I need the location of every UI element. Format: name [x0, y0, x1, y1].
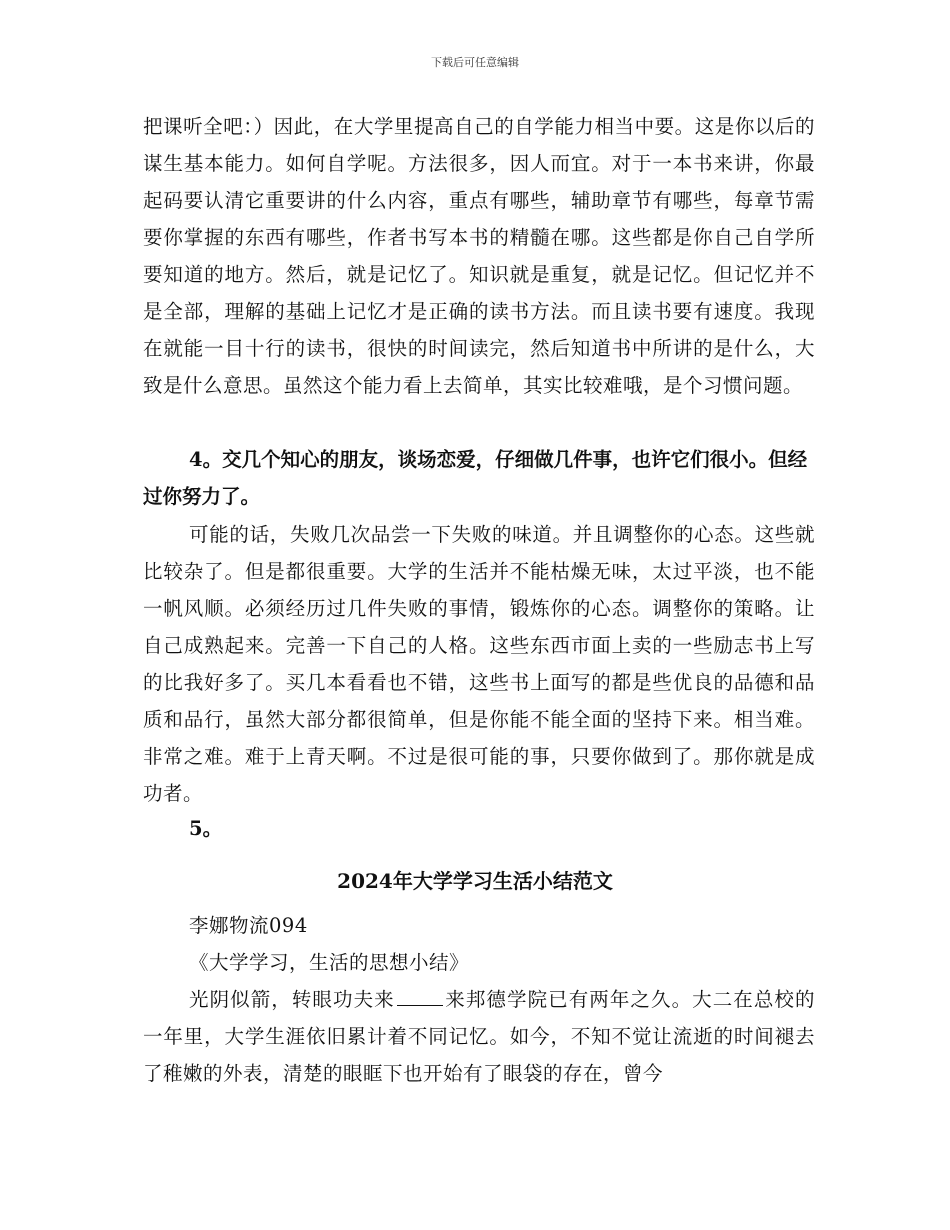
- paragraph-self-study: 把课听全吧：）因此，在大学里提高自己的自学能力相当中要。这是你以后的谋生基本能力。如何自学呢。方法很多，因人而宜。对于一本书来讲，你最起码要认清它重要讲的什么内容，重点有哪些，辅助章节有哪些，每章节需要你掌握的东西有哪些，作者书写本书的精髓在哪。这些都是你自己自学所要知道的地方。然后，就是记忆了。知识就是重复，就是记忆。但记忆并不是全部，理解的基础上记忆才是正确的读书方法。而且读书要有速度。我现在就能一目十行的读书，很快的时间读完，然后知道书中所讲的是什么，大致是什么意思。虽然这个能力看上去简单，其实比较难哦，是个习惯问题。: [143, 115, 815, 397]
- page-header: 下载后可任意编辑: [431, 56, 519, 69]
- fill-in-blank: [397, 1004, 443, 1006]
- section-heading-4: 4。交几个知心的朋友，谈场恋爱，仔细做几件事，也许它们很小。但经过你努力了。: [143, 448, 808, 508]
- article-author: 李娜物流094: [189, 914, 308, 937]
- intro-text-rest: 来邦德学院已有两年之久。大二在总校的一年里，大学生涯依旧累计着不同记忆。如今，不知不觉让流逝的时间褪去了稚嫩的外表，清楚的眼眶下也开始有了眼袋的存在，曾今: [143, 988, 815, 1085]
- paragraph-failure: 可能的话，失败几次品尝一下失败的味道。并且调整你的心态。这些就比较杂了。但是都很重要。大学的生活并不能枯燥无味，太过平淡，也不能一帆风顺。必须经历过几件失败的事情，锻炼你的心态。调整你的策略。让自己成熟起来。完善一下自己的人格。这些东西市面上卖的一些励志书上写的比我好多了。买几本看看也不错，这些书上面写的都是些优良的品德和品质和品行，虽然大部分都很简单，但是你能不能全面的坚持下来。相当难。非常之难。难于上青天啊。不过是很可能的事，只要你做到了。那你就是成功者。: [143, 523, 815, 805]
- section-heading-5: 5。: [189, 817, 223, 840]
- intro-text-start: 光阴似箭，转眼功夫来: [189, 988, 395, 1011]
- article-title: 2024年大学学习生活小结范文: [337, 869, 613, 893]
- article-subtitle: 《大学学习，生活的思想小结》: [189, 951, 470, 974]
- paragraph-intro: [143, 981, 815, 1092]
